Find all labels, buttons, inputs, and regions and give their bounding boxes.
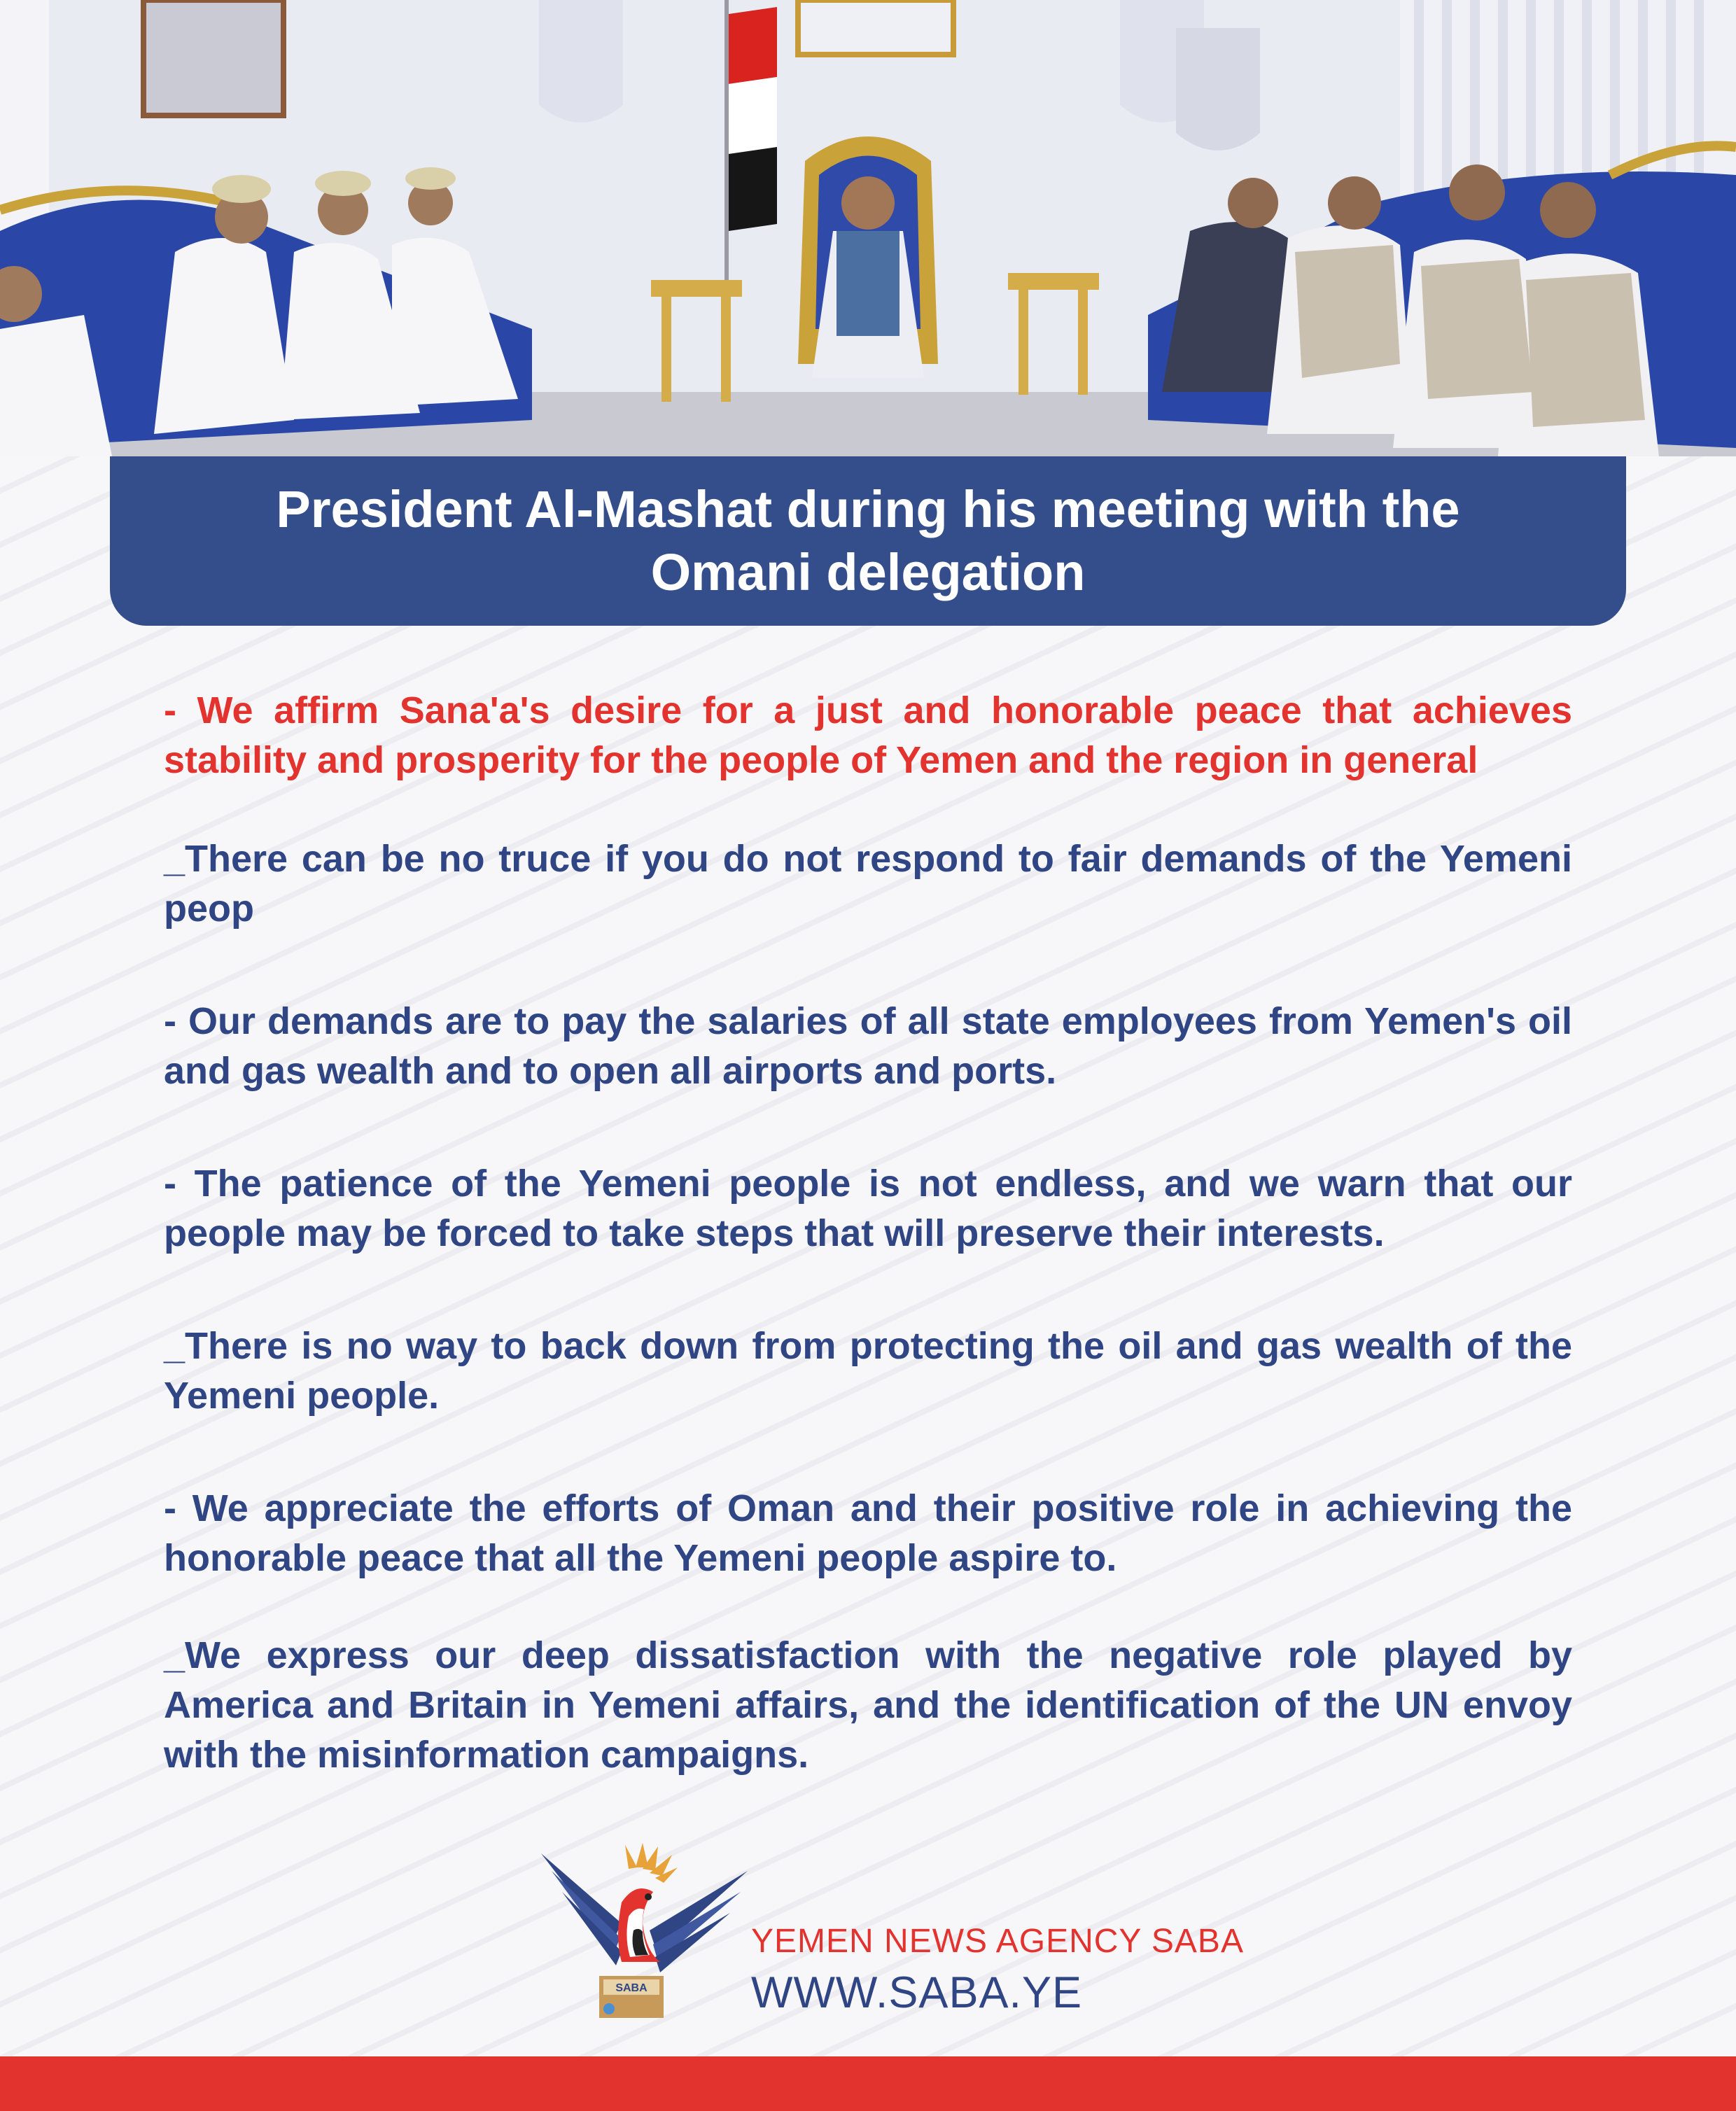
headline <box>210 478 1526 604</box>
statement-4: - The patience of the Yemeni people is not endless, and we warn that our people may be forced to take steps that will preserve their interests. <box>164 1163 1572 1254</box>
statement-3: - Our demands are to pay the salaries of all state employees from Yemen's oil and gas wealth and to open all airports and ports. <box>164 1000 1572 1092</box>
meeting-photo <box>0 0 1736 456</box>
headline-line-2: Omani delegation <box>650 543 1086 601</box>
statement-7: _We express our deep dissatisfaction with the negative role played by America and Britain in Yemeni affairs, and the identification of the UN envoy with the misinformation campaigns. <box>164 1634 1572 1776</box>
statement-2: _There can be no truce if you do not respond to fair demands of the Yemeni peop <box>164 838 1572 930</box>
title-banner <box>110 456 1626 626</box>
headline-line-1: President Al-Mashat during his meeting with the <box>276 480 1460 538</box>
logo-text: SABA <box>615 1982 648 1994</box>
footer-bar <box>0 2056 1736 2111</box>
agency-website-link[interactable]: WWW.SABA.YE <box>751 1968 1083 2017</box>
statement-6: - We appreciate the efforts of Oman and their positive role in achieving the honorable peace that all the Yemeni people aspire to. <box>164 1487 1572 1579</box>
statement-1: - We affirm Sana'a's desire for a just and honorable peace that achieves stability and prosperity for the people of Yemen and the region in general <box>164 689 1572 781</box>
statement-5: _There is no way to back down from protecting the oil and gas wealth of the Yemeni people. <box>164 1325 1572 1417</box>
agency-name: YEMEN NEWS AGENCY SABA <box>751 1923 1244 1960</box>
meeting-scene <box>0 0 1736 456</box>
saba-logo <box>538 1839 752 2023</box>
